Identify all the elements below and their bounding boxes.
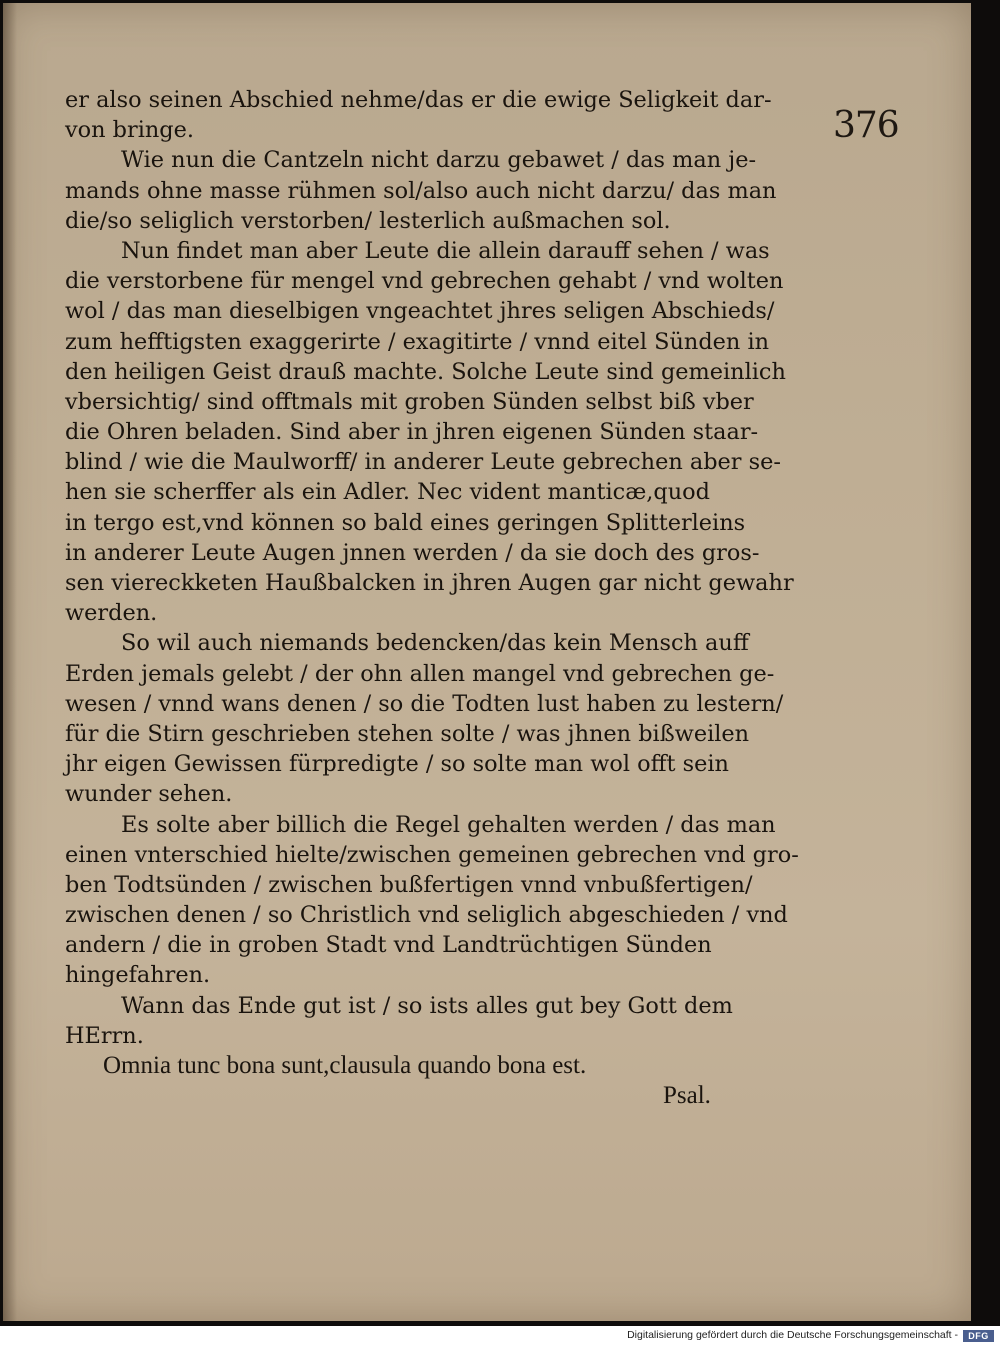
text-line: blind / wie die Maulworff/ in anderer Leute gebrechen aber se- [65, 449, 781, 476]
text-line: er also seinen Abschied nehme/das er die ewige Seligkeit dar- [65, 87, 772, 113]
text-line: die/so seliglich verstorben/ lesterlich außmachen sol. [65, 207, 671, 234]
text-line: zwischen denen / so Christlich vnd seliglich abgeschieden / vnd [65, 902, 788, 929]
text-line: in anderer Leute Augen jnnen werden / da sie doch des gros- [65, 539, 760, 566]
text-line: sen viereckketen Haußbalcken in jhren Augen gar nicht gewahr [65, 570, 794, 596]
text-line: hen sie scherffer als ein Adler. Nec vident manticæ,quod [65, 479, 710, 506]
text-line: Erden jemals gelebt / der ohn allen mangel vnd gebrechen ge- [65, 660, 775, 687]
text-line: andern / die in groben Stadt vnd Landtrüchtigen Sünden [65, 932, 712, 959]
text-line: Wie nun die Cantzeln nicht darzu gebawet / das man je- [121, 147, 757, 174]
text-line: vbersichtig/ sind offtmals mit groben Sünden selbst biß vber [65, 388, 754, 415]
text-line: den heiligen Geist drauß machte. Solche Leute sind gemeinlich [65, 358, 786, 385]
text-line: wesen / vnnd wans denen / so die Todten lust haben zu lestern/ [65, 690, 784, 717]
text-line: hingefahren. [65, 962, 211, 989]
text-line: für die Stirn geschrieben stehen solte / was jhnen bißweilen [65, 720, 750, 747]
text-line: die verstorbene für mengel vnd gebrechen gehabt / vnd wolten [65, 268, 784, 295]
text-line: mands ohne masse rühmen sol/also auch nicht darzu/ das man [65, 177, 777, 204]
text-line: Es solte aber billich die Regel gehalten werden / das man [121, 811, 776, 838]
latin-verse: Omnia tunc bona sunt,clausula quando bona est. [103, 1052, 587, 1079]
text-line: HErrn. [65, 1022, 144, 1049]
text-line: jhr eigen Gewissen fürpredigte / so solte man wol offt sein [65, 751, 729, 778]
text-line: einen vnterschied hielte/zwischen gemeinen gebrechen vnd gro- [65, 841, 799, 868]
book-page [3, 3, 971, 1321]
text-line: wol / das man dieselbigen vngeachtet jhres seligen Abschieds/ [65, 298, 775, 325]
text-line: Wann das Ende gut ist / so ists alles gut bey Gott dem [121, 992, 733, 1019]
text-line: So wil auch niemands bedencken/das kein Mensch auff [121, 630, 749, 657]
text-line: in tergo est,vnd können so bald eines geringen Splitterleins [65, 509, 746, 536]
text-line: die Ohren beladen. Sind aber in jhren eigenen Sünden staar- [65, 419, 759, 446]
text-line: werden. [65, 600, 158, 627]
page-number: 376 [833, 105, 899, 146]
dfg-logo: DFG [963, 1330, 994, 1342]
catchword: Psal. [663, 1082, 711, 1110]
text-line: ben Todtsünden / zwischen bußfertigen vnnd vnbußfertigen/ [65, 871, 753, 898]
text-line: wunder sehen. [65, 781, 233, 808]
footer-bar [0, 1326, 1000, 1348]
text-line: von bringe. [65, 117, 194, 144]
text-line: Nun findet man aber Leute die allein darauff sehen / was [121, 237, 770, 264]
body-text [65, 85, 799, 1111]
funding-credit: Digitalisierung gefördert durch die Deutsche Forschungsgemeinschaft - [627, 1329, 958, 1341]
text-line: zum hefftigsten exaggerirte / exagitirte / vnnd eitel Sünden in [65, 328, 770, 355]
